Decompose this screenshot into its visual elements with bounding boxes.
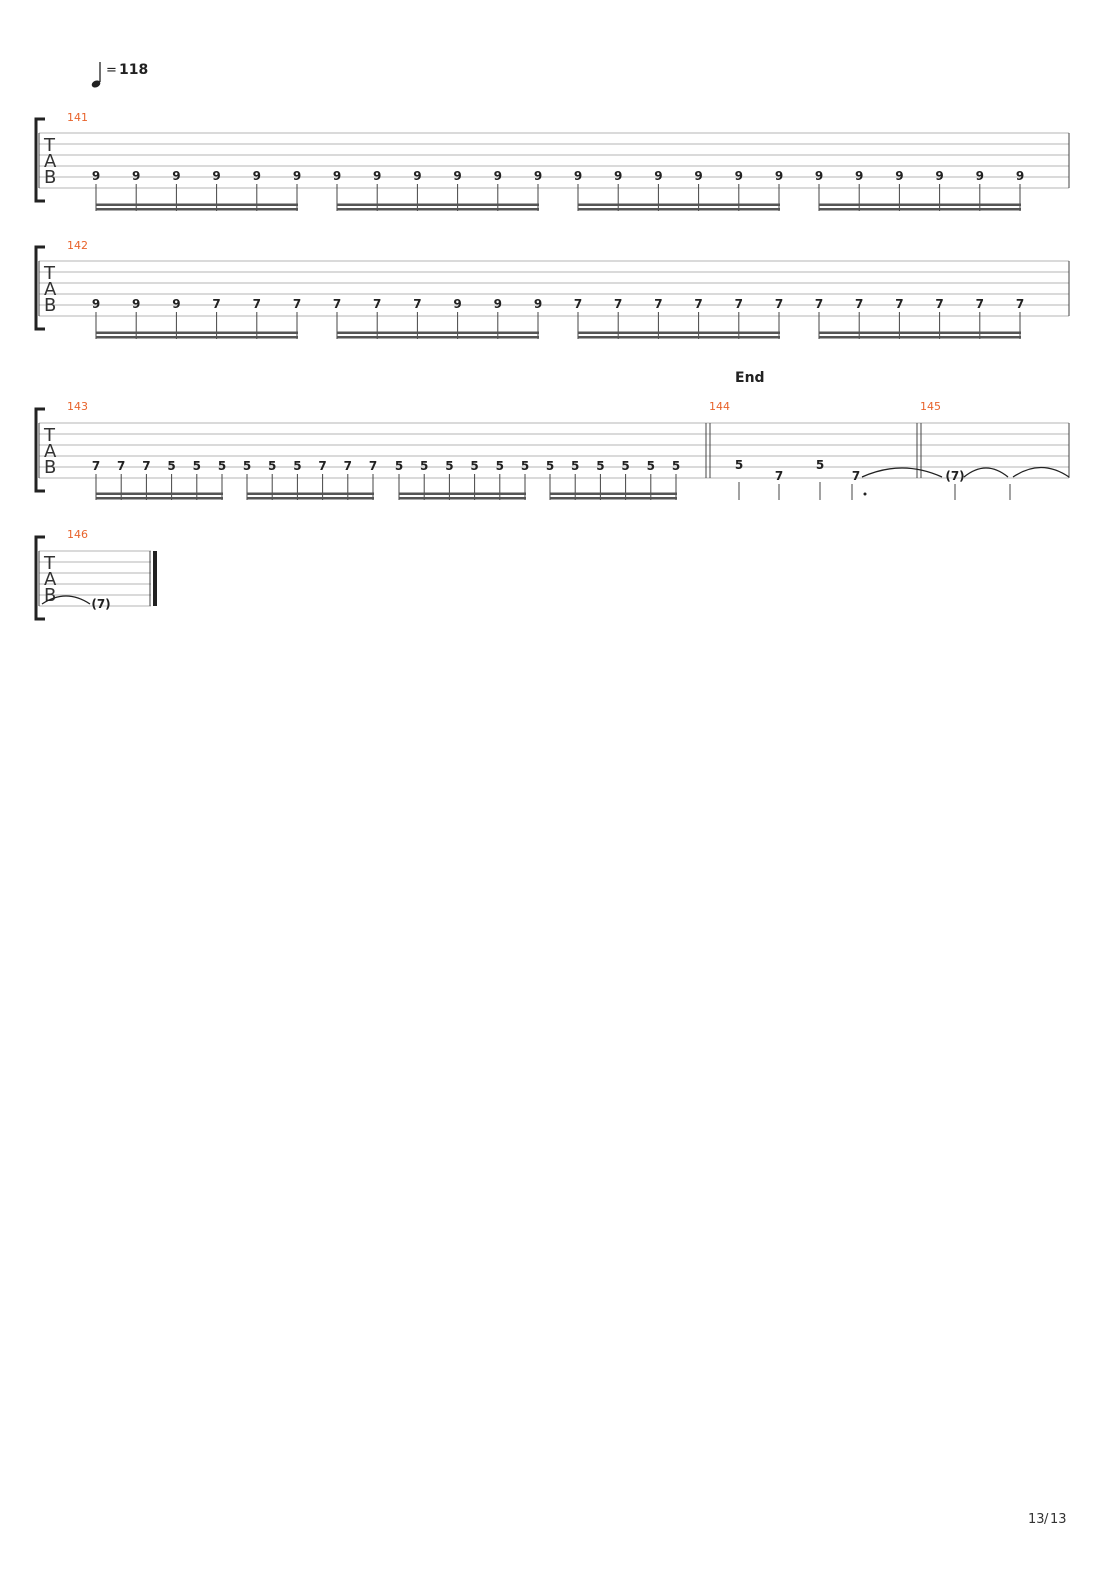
- fret-number: 9: [493, 169, 502, 183]
- quarter-note-icon: [91, 62, 102, 89]
- fret-number: 9: [413, 169, 422, 183]
- page-total: 13: [1050, 1512, 1067, 1527]
- fret-number: 5: [495, 459, 504, 473]
- fret-number: 9: [533, 169, 543, 183]
- fret-number: 5: [445, 459, 454, 473]
- beam-line: [399, 497, 526, 500]
- fret-number: 7: [332, 297, 342, 311]
- measure-number: 143: [67, 400, 88, 413]
- fret-number: 9: [132, 297, 141, 311]
- tab-system-3: [36, 370, 1069, 500]
- beam-line: [578, 332, 780, 335]
- beam-line: [96, 497, 223, 500]
- beam-line: [337, 208, 539, 211]
- fret-number: 9: [895, 169, 904, 183]
- fret-number: 9: [332, 169, 342, 183]
- fret-number: 9: [1015, 169, 1025, 183]
- tie-arc: [1013, 468, 1069, 478]
- fret-number: 5: [268, 459, 277, 473]
- fret-number: 5: [167, 459, 176, 473]
- beam-line: [247, 493, 374, 496]
- tab-clef-b: B: [44, 585, 57, 606]
- beam-line: [578, 336, 780, 339]
- fret-number: 5: [545, 459, 555, 473]
- measure-number: 142: [67, 239, 88, 252]
- fret-number: 5: [394, 459, 404, 473]
- fret-number: 7: [814, 297, 824, 311]
- fret-number: 9: [453, 169, 462, 183]
- fret-number: 5: [596, 459, 605, 473]
- tempo-value: 118: [119, 62, 149, 78]
- fret-number: 5: [192, 459, 201, 473]
- fret-number: 9: [373, 169, 382, 183]
- fret-number: 5: [621, 459, 630, 473]
- beam-line: [819, 204, 1021, 207]
- fret-number: 7: [855, 297, 864, 311]
- fret-number: 9: [212, 169, 221, 183]
- tab-clef-t: T: [44, 263, 55, 284]
- tab-system-2: [36, 239, 1069, 339]
- fret-number: 7: [895, 297, 904, 311]
- fret-number: 7: [142, 459, 151, 473]
- tab-clef-b: B: [44, 167, 57, 188]
- fret-number: 9: [533, 297, 543, 311]
- tab-clef-a: A: [44, 569, 57, 590]
- measure-number: 144: [709, 400, 730, 413]
- tab-clef-t: T: [44, 425, 55, 446]
- beam-line: [550, 497, 677, 500]
- fret-number: 7: [654, 297, 663, 311]
- fret-number: 9: [172, 169, 181, 183]
- staff-lines: [39, 133, 1069, 188]
- beam-line: [337, 332, 539, 335]
- fret-number: 7: [734, 297, 743, 311]
- tab-system-4: [36, 528, 157, 619]
- fret-number: 9: [734, 169, 743, 183]
- tab-clef-a: A: [44, 441, 57, 462]
- tab-clef-b: B: [44, 457, 57, 478]
- fret-number: 9: [855, 169, 864, 183]
- tab-clef-a: A: [44, 279, 57, 300]
- fret-number: 7: [935, 297, 944, 311]
- beamed-notes: [92, 297, 1024, 339]
- fret-number: 9: [292, 169, 302, 183]
- beam-line: [819, 336, 1021, 339]
- staff-lines: [39, 261, 1069, 316]
- fret-number: 7: [318, 459, 327, 473]
- page-current: 13: [1028, 1512, 1045, 1527]
- fret-number: 7: [117, 459, 126, 473]
- fret-number: 9: [91, 169, 101, 183]
- fret-number: 9: [814, 169, 824, 183]
- beam-line: [337, 336, 539, 339]
- fret-number: 7: [413, 297, 422, 311]
- fret-number: 9: [694, 169, 703, 183]
- fret-number: 9: [91, 297, 101, 311]
- final-barline: [150, 551, 157, 606]
- fret-number: 5: [470, 459, 479, 473]
- tab-clef-b: B: [44, 295, 57, 316]
- tab-clef-a: A: [44, 151, 57, 172]
- fret-number: 5: [420, 459, 429, 473]
- fret-number: 5: [242, 459, 252, 473]
- fret-number: 7: [851, 469, 861, 483]
- tie-arc: [964, 468, 1008, 477]
- fret-number: 7: [368, 459, 378, 473]
- fret-number: 7: [1015, 297, 1025, 311]
- tab-system-1: [36, 111, 1069, 211]
- measure-number: 145: [920, 400, 941, 413]
- beam-line: [96, 336, 298, 339]
- fret-number: 7: [975, 297, 984, 311]
- fret-number: 9: [573, 169, 583, 183]
- fret-number: 5: [571, 459, 580, 473]
- fret-number: 5: [671, 459, 681, 473]
- fret-number: 9: [774, 169, 784, 183]
- fret-number: 9: [252, 169, 261, 183]
- tab-clef-t: T: [44, 553, 55, 574]
- beam-line: [96, 332, 298, 335]
- fret-number: 5: [520, 459, 530, 473]
- fret-number: 9: [453, 297, 462, 311]
- fret-number: 9: [654, 169, 663, 183]
- fret-number: 9: [493, 297, 502, 311]
- beam-line: [247, 497, 374, 500]
- measure-145-notes: [945, 468, 1069, 501]
- beam-line: [96, 208, 298, 211]
- measure-144-notes: [735, 458, 942, 500]
- beam-line: [578, 204, 780, 207]
- section-marker: End: [735, 370, 765, 386]
- fret-number: 7: [774, 297, 784, 311]
- fret-number: 9: [975, 169, 984, 183]
- page-number: [1028, 1512, 1067, 1527]
- fret-number: 5: [646, 459, 655, 473]
- measure-number: 141: [67, 111, 88, 124]
- fret-number: 9: [935, 169, 944, 183]
- fret-number: 7: [774, 469, 784, 483]
- fret-number: 7: [373, 297, 382, 311]
- fret-number: 5: [293, 459, 302, 473]
- tempo-equals: =: [106, 63, 117, 78]
- beam-line: [819, 208, 1021, 211]
- fret-number: 5: [815, 458, 825, 472]
- beam-line: [550, 493, 677, 496]
- fret-number: 9: [132, 169, 141, 183]
- beam-line: [399, 493, 526, 496]
- fret-number: 7: [343, 459, 352, 473]
- fret-number: 7: [614, 297, 623, 311]
- beamed-notes: [92, 459, 680, 500]
- fret-number: 9: [172, 297, 181, 311]
- fret-number: 7: [91, 459, 101, 473]
- fret-number: 9: [614, 169, 623, 183]
- page-separator: /: [1044, 1512, 1049, 1527]
- beam-line: [96, 204, 298, 207]
- fret-number: (7): [945, 469, 965, 483]
- tab-clef-t: T: [44, 135, 55, 156]
- beam-line: [578, 208, 780, 211]
- fret-number: 5: [217, 459, 227, 473]
- fret-number: 7: [212, 297, 221, 311]
- beamed-notes: [92, 169, 1024, 211]
- beam-line: [819, 332, 1021, 335]
- double-barline: [706, 423, 710, 478]
- measure-number: 146: [67, 528, 88, 541]
- fret-number: 5: [734, 458, 744, 472]
- beam-line: [96, 493, 223, 496]
- fret-number: 7: [694, 297, 703, 311]
- fret-number: 7: [252, 297, 261, 311]
- fret-number: (7): [91, 597, 111, 611]
- beam-line: [337, 204, 539, 207]
- tempo-marking: [91, 62, 149, 89]
- fret-number: 7: [573, 297, 583, 311]
- tie-arc: [862, 468, 942, 477]
- fret-number: 7: [292, 297, 302, 311]
- dot-icon: [864, 493, 867, 496]
